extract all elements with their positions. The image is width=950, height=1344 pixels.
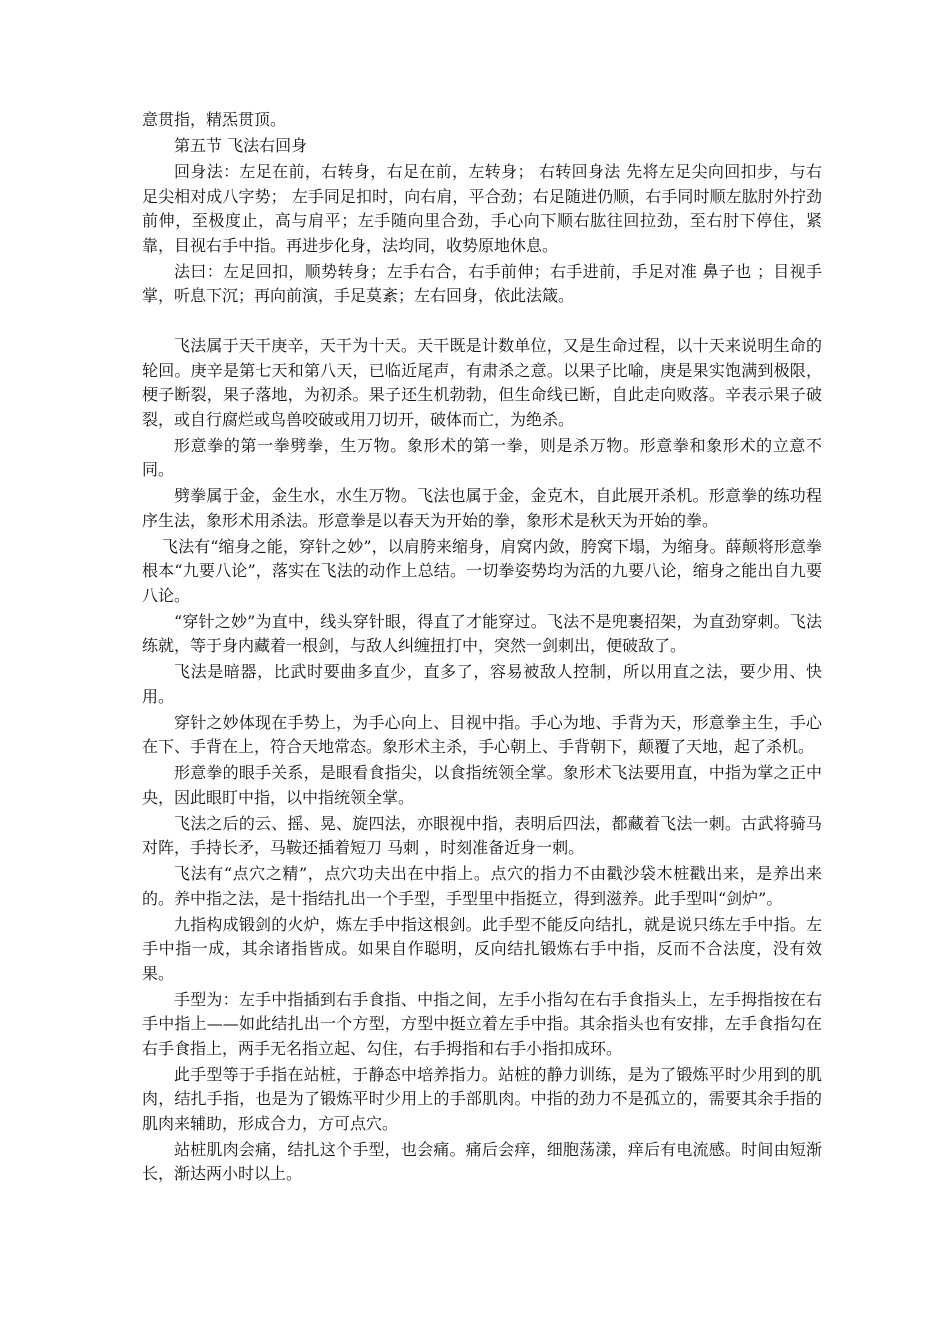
paragraph-fayue: 法曰：左足回扣，顺势转身；左手右合，右手前伸；右手进前，手足对准 鼻子也 ；目视手掌，听息下沉；再向前演，手足莫紊；左右回身，依此法箴。 <box>142 261 822 305</box>
paragraph-sifa: 飞法之后的云、摇、晃、旋四法，亦眼视中指，表明后四法，都藏着飞法一刺。古武将骑马对阵，手持长矛，马鞍还插着短刀 马刺 ，时刻准备近身一刺。 <box>142 813 822 857</box>
paragraph-anqi: 飞法是暗器，比武时要曲多直少，直多了，容易被敌人控制，所以用直之法，要少用、快用。 <box>142 662 822 706</box>
document-page <box>142 108 822 1188</box>
paragraph-chuanzhen: “穿针之妙”为直中，线头穿针眼，得直了才能穿过。飞法不是兜裹招架，为直劲穿刺。飞法练就，等于身内藏着一根剑，与敌人纠缠扭打中，突然一剑刺出，便破敌了。 <box>142 611 822 655</box>
paragraph-shouxing: 手型为：左手中指插到右手食指、中指之间，左手小指勾在右手食指头上，左手拇指按在右手中指上——如此结扎出一个方型，方型中挺立着左手中指。其余指头也有安排，左手食指勾在右手食指上，两手无名指立起、勾住，右手拇指和右手小指扣成环。 <box>142 989 822 1058</box>
blank-line <box>142 310 822 334</box>
paragraph-shoushi: 穿针之妙体现在手势上，为手心向上、目视中指。手心为地、手背为天，形意拳主生，手心在下、手背在上，符合天地常态。象形术主杀，手心朝上、手背朝下，颠覆了天地，起了杀机。 <box>142 712 822 756</box>
paragraph-tiangan: 飞法属于天干庚辛，天干为十天。天干既是计数单位，又是生命过程，以十天来说明生命的轮回。庚辛是第七天和第八天，已临近尾声，有肃杀之意。以果子比喻，庚是果实饱满到极限，梗子断裂，果子落地，为初杀。果子还生机勃勃，但生命线已断，自此走向败落。辛表示果子破裂，或自行腐烂或鸟兽咬破或用刀切开，破体而亡，为绝杀。 <box>142 336 822 429</box>
paragraph-dianxue: 飞法有“点穴之精”，点穴功夫出在中指上。点穴的指力不由戳沙袋木桩戳出来，是养出来的。养中指之法，是十指结扎出一个手型，手型里中指挺立，得到滋养。此手型叫“剑炉”。 <box>142 864 822 908</box>
paragraph-yanshou: 形意拳的眼手关系，是眼看食指尖，以食指统领全掌。象形术飞法要用直，中指为掌之正中央，因此眼盯中指，以中指统领全掌。 <box>142 763 822 807</box>
paragraph-tong: 站桩肌肉会痛，结扎这个手型，也会痛。痛后会痒，细胞荡漾，痒后有电流感。时间由短渐长，渐达两小时以上。 <box>142 1139 822 1183</box>
paragraph-zhanzhuang: 此手型等于手指在站桩，于静态中培养指力。站桩的静力训练，是为了锻炼平时少用到的肌肉，结扎手指，也是为了锻炼平时少用上的手部肌肉。中指的劲力不是孤立的，需要其余手指的肌肉来辅助，形成合力，方可点穴。 <box>142 1064 822 1133</box>
paragraph-jianlu: 九指构成锻剑的火炉，炼左手中指这根剑。此手型不能反向结扎，就是说只练左手中指。左手中指一成，其余诸指皆成。如果自作聪明，反向结扎锻炼右手中指，反而不合法度，没有效果。 <box>142 914 822 983</box>
paragraph-continuation: 意贯指，精炁贯顶。 <box>142 110 287 129</box>
section-heading: 第五节 飞法右回身 <box>174 136 308 155</box>
paragraph-huishen-method: 回身法：左足在前，右转身，右足在前，左转身； 右转回身法 先将左足尖向回扣步，与右足尖相对成八字势； 左手同足扣时，向右肩，平合劲；右足随进仍顺，右手同时顺左肱肘外拧劲前伸，至极度止，高与肩平；左手随向里合劲，手心向下顺右肱往回拉劲，至右肘下停住，紧靠，目视右手中指。再进步化身，法均同，收势原地休息。 <box>142 162 822 255</box>
paragraph-piquan-metal: 劈拳属于金，金生水，水生万物。飞法也属于金，金克木，自此展开杀机。形意拳的练功程序生法，象形术用杀法。形意拳是以春天为开始的拳，象形术是秋天为开始的拳。 <box>142 486 822 530</box>
paragraph-piquan-first: 形意拳的第一拳劈拳，生万物。象形术的第一拳，则是杀万物。形意拳和象形术的立意不同。 <box>142 435 822 479</box>
paragraph-suoshen: 飞法有“缩身之能，穿针之妙”，以肩胯来缩身，肩窝内敛，胯窝下塌，为缩身。薛颠将形意拳根本“九要八论”，落实在飞法的动作上总结。一切拳姿势均为活的九要八论，缩身之能出自九要八论。 <box>142 536 822 605</box>
